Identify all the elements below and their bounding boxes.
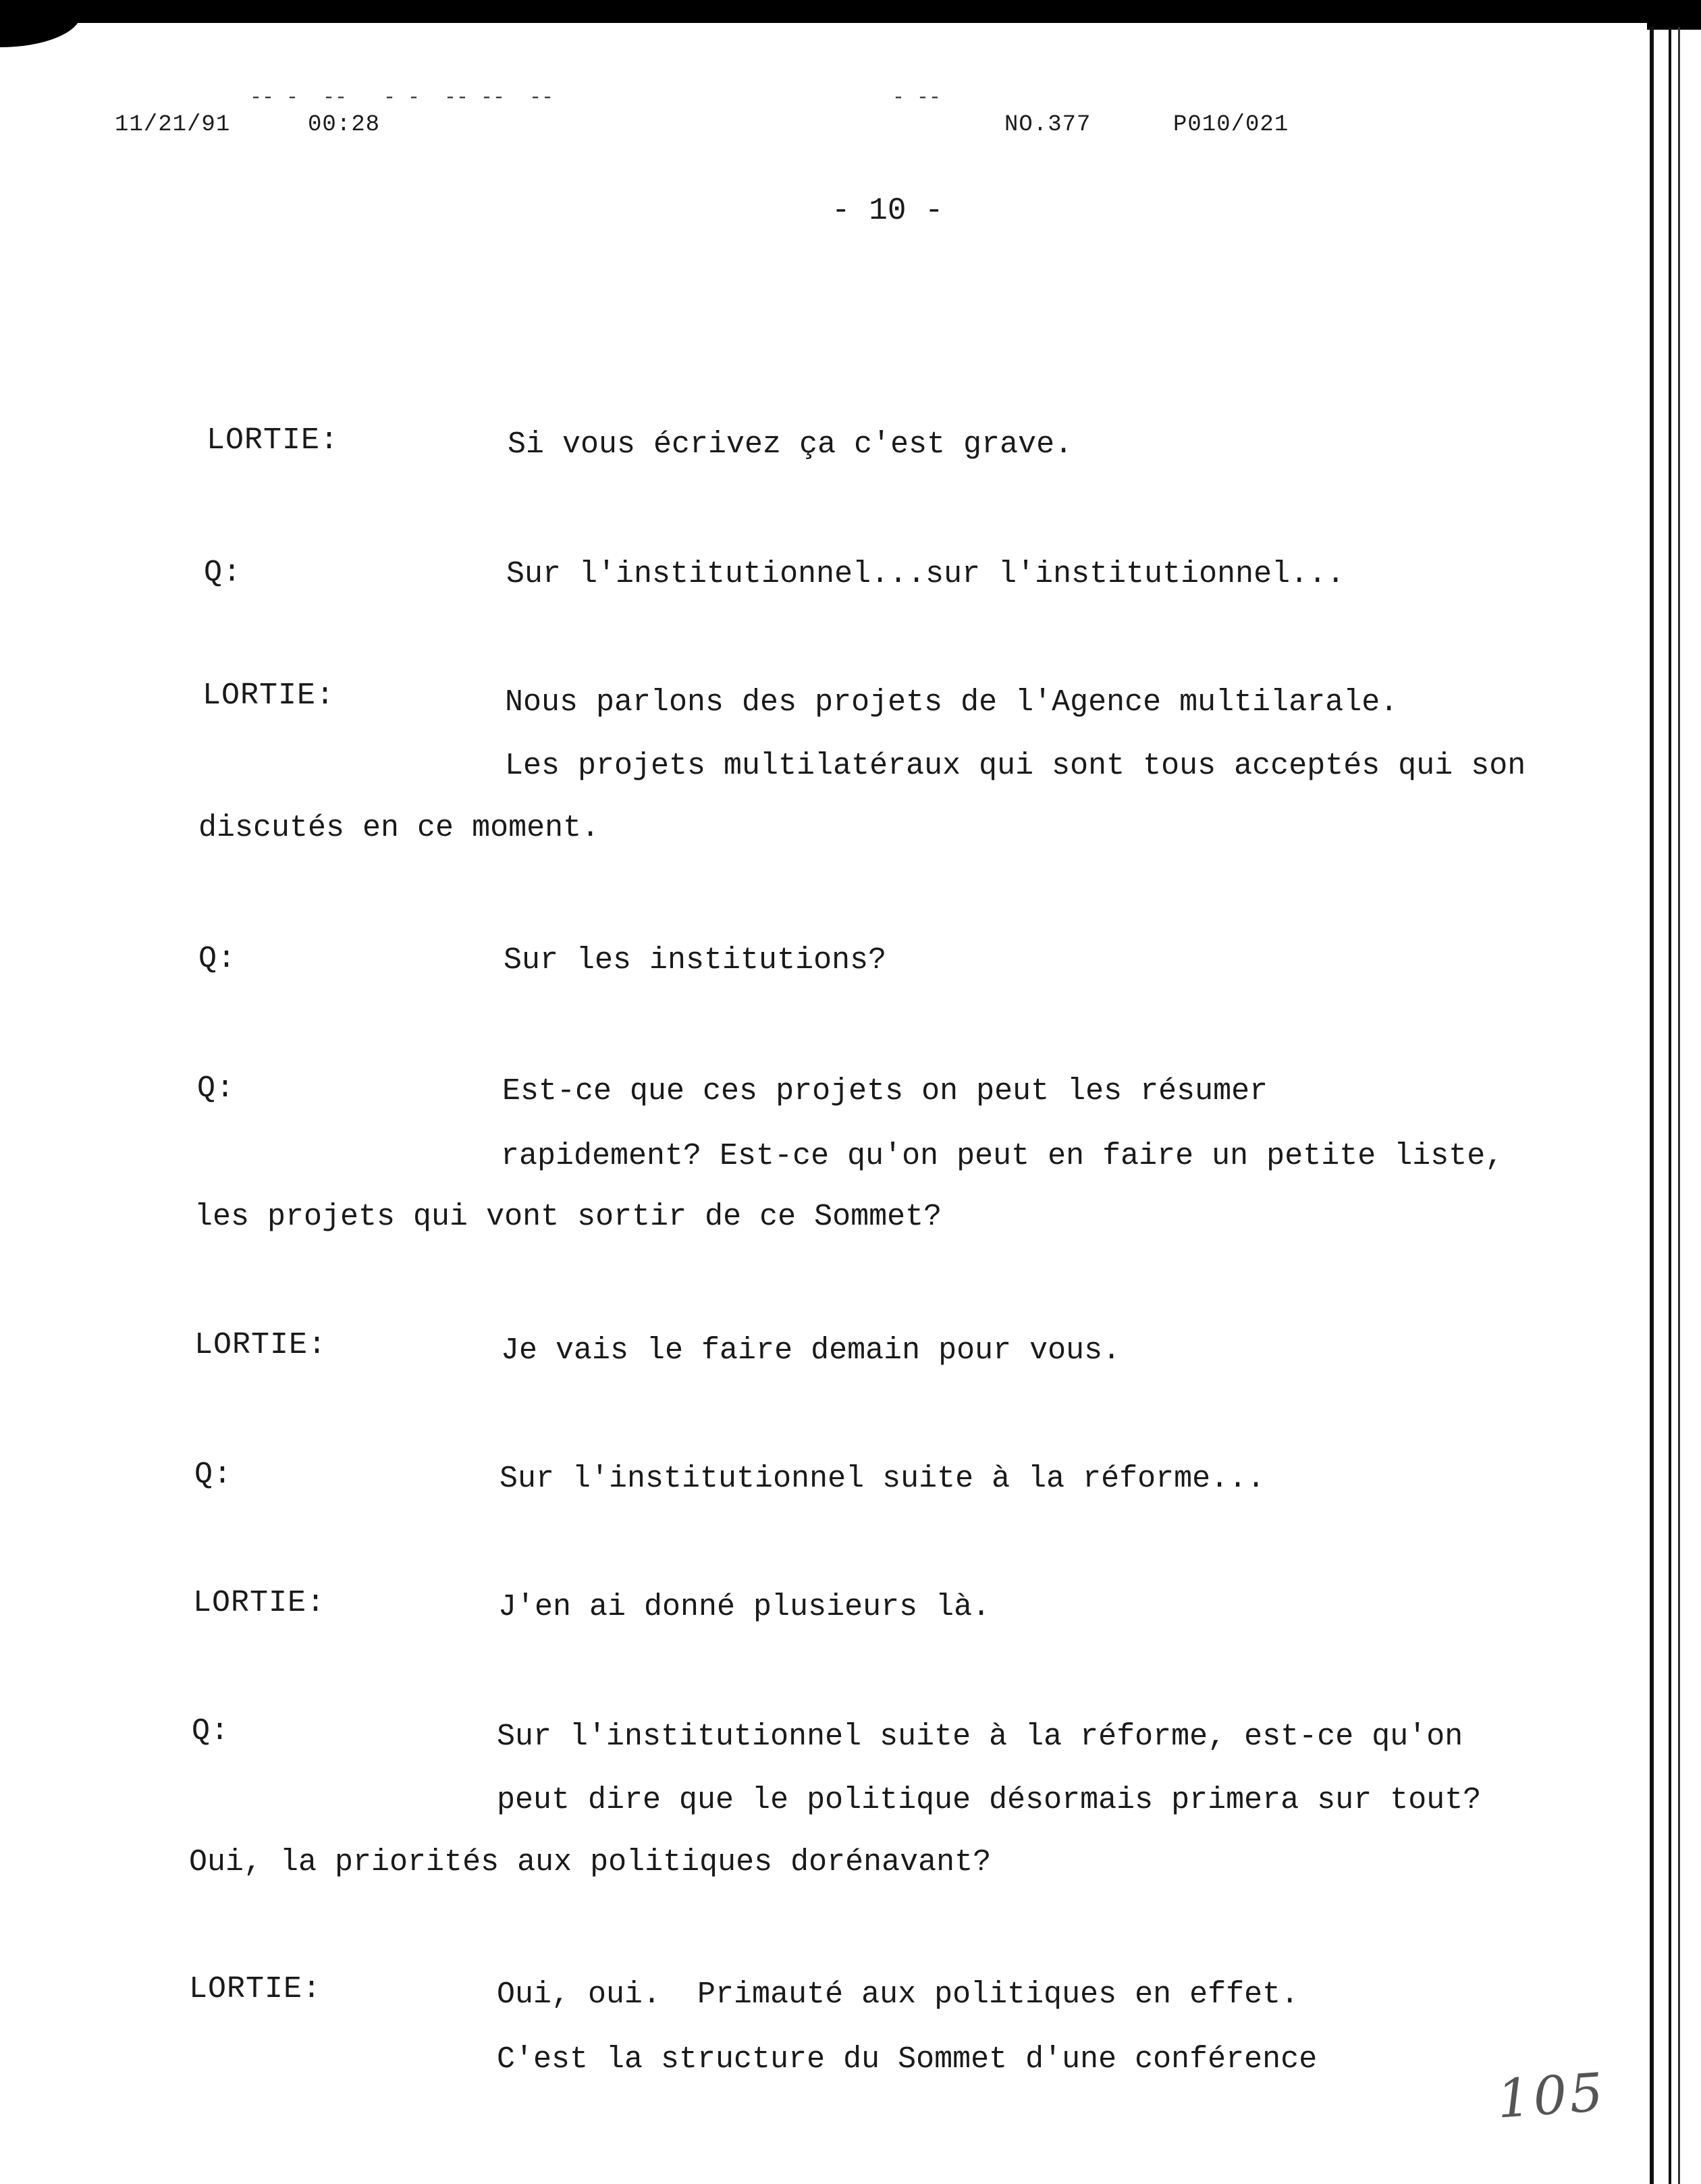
transcript-line: J'en ai donné plusieurs là. <box>498 1590 991 1624</box>
fax-number: NO.377 <box>1004 112 1091 138</box>
fax-time: 00:28 <box>308 112 381 138</box>
scan-right-corner <box>1647 20 1701 30</box>
speaker-label: Q: <box>192 1714 230 1749</box>
scan-right-border-inner <box>1669 27 1671 2184</box>
transcript-line: les projets qui vont sortir de ce Sommet? <box>194 1200 942 1234</box>
speaker-label: Q: <box>198 942 237 976</box>
fax-page-code: P010/021 <box>1173 112 1289 138</box>
transcript-line: Je vais le faire demain pour vous. <box>501 1333 1121 1368</box>
speaker-label: Q: <box>197 1071 236 1106</box>
transcript-line: Sur les institutions? <box>504 943 887 978</box>
scan-right-border <box>1650 27 1654 2184</box>
speaker-label: Q: <box>194 1458 233 1492</box>
header-dashes: ‐‐ ‐ ‐‐ ‐ ‐ ‐‐ ‐‐ ‐‐ <box>250 86 554 109</box>
scan-right-border-edge <box>1678 27 1680 2184</box>
speaker-label: LORTIE: <box>202 678 335 713</box>
transcript-line: Sur l'institutionnel...sur l'institutionnel... <box>506 557 1345 591</box>
speaker-label: Q: <box>204 556 242 590</box>
transcript-line: Est-ce que ces projets on peut les résumer <box>502 1074 1268 1109</box>
header-dashes-right: ‐ ‐‐ <box>892 86 942 109</box>
transcript-line: Si vous écrivez ça c'est grave. <box>508 427 1073 462</box>
transcript-line: Sur l'institutionnel suite à la réforme, est-ce qu'on <box>497 1720 1463 1754</box>
transcript-line: Oui, la priorités aux politiques dorénavant? <box>189 1845 992 1880</box>
speaker-label: LORTIE: <box>194 1328 327 1362</box>
transcript-line: Oui, oui. Primauté aux politiques en effet. <box>497 1977 1299 2012</box>
scan-top-edge <box>0 0 1701 23</box>
transcript-line: Les projets multilatéraux qui sont tous acceptés qui son <box>505 749 1526 783</box>
speaker-label: LORTIE: <box>193 1586 326 1620</box>
page-number: - 10 - <box>832 193 944 228</box>
transcript-line: C'est la structure du Sommet d'une conférence <box>497 2042 1318 2077</box>
fax-date: 11/21/91 <box>115 112 231 138</box>
transcript-line: discutés en ce moment. <box>198 811 600 845</box>
speaker-label: LORTIE: <box>189 1972 322 2006</box>
transcript-line: Sur l'institutionnel suite à la réforme... <box>500 1462 1266 1496</box>
transcript-line: Nous parlons des projets de l'Agence multilarale. <box>505 685 1399 720</box>
scan-corner-shadow <box>0 14 81 47</box>
transcript-line: rapidement? Est-ce qu'on peut en faire un petite liste, <box>501 1139 1504 1173</box>
speaker-label: LORTIE: <box>207 423 340 458</box>
transcript-line: peut dire que le politique désormais primera sur tout? <box>497 1783 1482 1817</box>
handwritten-page-note: 105 <box>1495 2062 1608 2131</box>
